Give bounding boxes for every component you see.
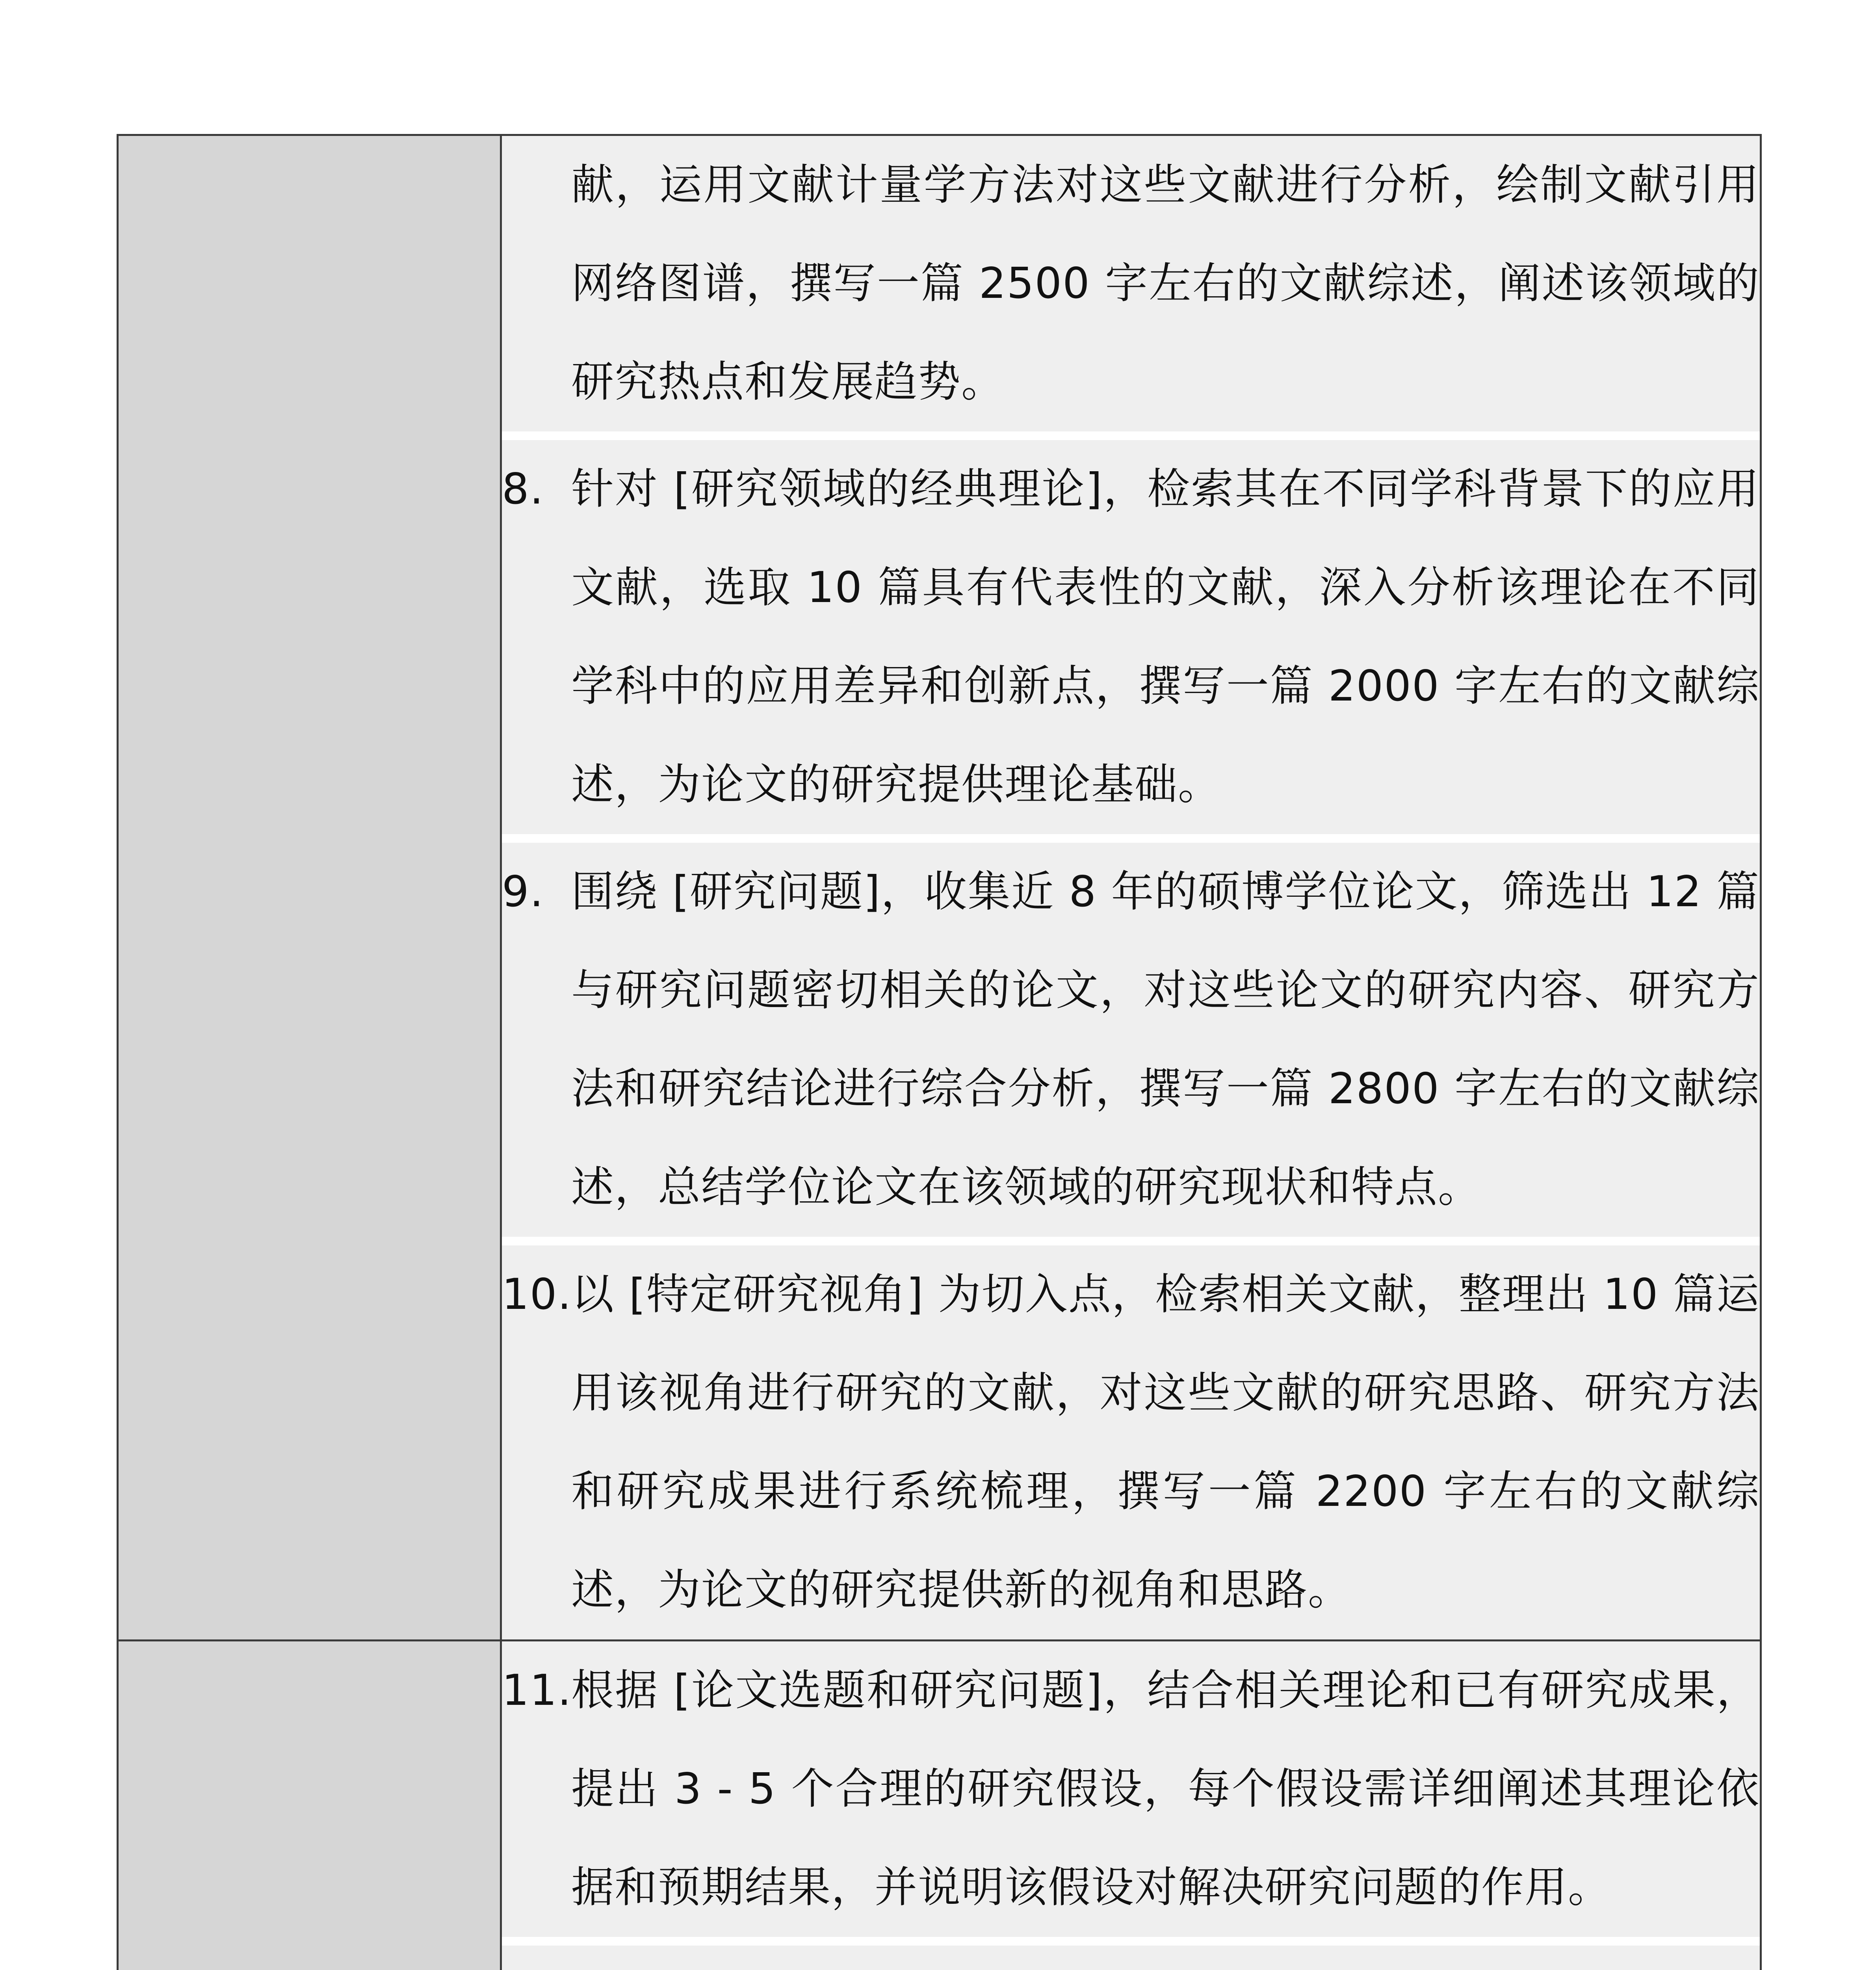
list-item [502,440,1760,834]
item-text: 献，运用文献计量学方法对这些文献进行分析，绘制文献引用网络图谱，撰写一篇 2500 字左右的文献综述，阐述该领域的研究热点和发展趋势。 [571,160,1760,407]
list-item [502,1245,1760,1639]
section-cell [118,1641,501,1970]
item-text: 针对 [研究领域的经典理论]，检索其在不同学科背景下的应用文献，选取 10 篇具有代表性的文献，深入分析该理论在不同学科中的应用差异和创新点，撰写一篇 2000 字左右的文献综述，为论文的研究提供理论基础。 [571,465,1760,809]
list-item [502,843,1760,1237]
item-number: 9. [502,867,544,916]
item-text [571,1946,1760,1970]
item-number: 11. [502,1666,572,1715]
list-item [502,1946,1760,1970]
item-text: 以 [特定研究视角] 为切入点，检索相关文献，整理出 10 篇运用该视角进行研究的文献，对这些文献的研究思路、研究方法和研究成果进行系统梳理，撰写一篇 2200 字左右的文献综述，为论文的研究提供新的视角和思路。 [571,1270,1760,1615]
content-table [117,134,1762,1970]
table-row [118,1641,1761,1970]
item-text: 根据 [论文选题和研究问题]，结合相关理论和已有研究成果，提出 3 - 5 个合理的研究假设，每个假设需详细阐述其理论依据和预期结果，并说明该假设对解决研究问题的作用。 [571,1666,1760,1912]
item-text: 围绕 [研究问题]，收集近 8 年的硕博学位论文，筛选出 12 篇与研究问题密切相关的论文，对这些论文的研究内容、研究方法和研究结论进行综合分析，撰写一篇 2800 字左右的文献综述，总结学位论文在该领域的研究现状和特点。 [571,867,1760,1212]
section-cell [118,135,501,1641]
table-row [118,135,1761,1641]
items-cell [501,135,1761,1641]
item-number: 8. [502,465,544,514]
list-item [502,136,1760,431]
items-cell [501,1641,1761,1970]
item-number: 10. [502,1270,572,1319]
item-number [502,1946,571,1970]
list-item [502,1641,1760,1937]
